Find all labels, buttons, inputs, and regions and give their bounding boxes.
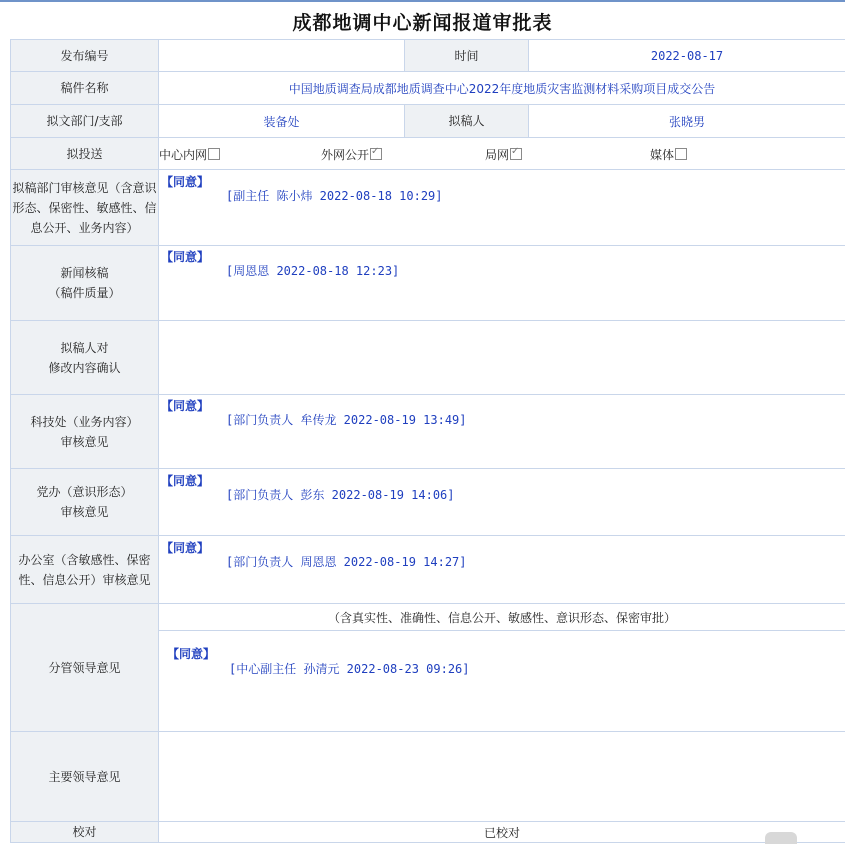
office-review-label: 办公室（含敏感性、保密性、信息公开）审核意见 <box>11 536 159 604</box>
send-option-bureau[interactable] <box>485 146 522 163</box>
send-option-public[interactable] <box>321 146 382 163</box>
row-dept-author <box>11 105 845 138</box>
dept-label: 拟文部门/支部 <box>11 105 159 138</box>
doc-name-value: 中国地质调查局成都地质调查中心2022年度地质灾害监测材料采购项目成交公告 <box>159 72 845 105</box>
leader-note: （含真实性、准确性、信息公开、敏感性、意识形态、保密审批） <box>159 604 845 631</box>
media-checkbox[interactable] <box>675 148 687 160</box>
author-value: 张晓男 <box>529 105 845 138</box>
news-review-label <box>11 246 159 321</box>
approval-form-table <box>10 39 845 843</box>
proofread-value: 已校对 <box>159 822 845 843</box>
row-proofread <box>11 822 845 843</box>
row-send-targets <box>11 138 845 170</box>
row-doc-name <box>11 72 845 105</box>
party-review-label <box>11 469 159 536</box>
author-confirm-label-line1: 拟稿人对 <box>11 338 158 358</box>
public-checkbox[interactable] <box>370 148 382 160</box>
send-option-public-label: 外网公开 <box>321 148 369 162</box>
bureau-checkbox[interactable] <box>510 148 522 160</box>
row-news-review <box>11 246 845 321</box>
tech-review-label <box>11 395 159 469</box>
issue-no-label: 发布编号 <box>11 40 159 72</box>
send-option-intranet[interactable] <box>159 146 220 163</box>
row-issue-time <box>11 40 845 72</box>
issue-no-value <box>159 40 405 72</box>
tech-review-sign: [部门负责人 牟传龙 2022-08-19 13:49] <box>226 411 467 428</box>
leader-review-cell <box>159 631 845 732</box>
news-review-label-line1: 新闻核稿 <box>11 263 158 283</box>
scroll-to-top-handle[interactable] <box>765 832 797 844</box>
main-leader-value <box>159 732 845 822</box>
party-review-label-line2: 审核意见 <box>11 502 158 522</box>
top-border <box>0 0 845 2</box>
main-leader-label: 主要领导意见 <box>11 732 159 822</box>
send-label: 拟投送 <box>11 138 159 170</box>
leader-review-label: 分管领导意见 <box>11 604 159 732</box>
office-review-tag: 【同意】 <box>161 539 209 556</box>
party-review-label-line1: 党办（意识形态） <box>11 482 158 502</box>
row-tech-review <box>11 395 845 469</box>
doc-name-label: 稿件名称 <box>11 72 159 105</box>
news-review-cell <box>159 246 845 321</box>
form-title: 成都地调中心新闻报道审批表 <box>0 8 845 35</box>
leader-review-tag: 【同意】 <box>167 645 215 662</box>
author-confirm-label <box>11 321 159 395</box>
row-author-confirm <box>11 321 845 395</box>
party-review-cell <box>159 469 845 536</box>
tech-review-label-line2: 审核意见 <box>11 432 158 452</box>
dept-value: 装备处 <box>159 105 405 138</box>
time-value: 2022-08-17 <box>529 40 845 72</box>
row-leader-note <box>11 604 845 631</box>
intranet-checkbox[interactable] <box>208 148 220 160</box>
row-dept-review <box>11 170 845 246</box>
send-option-bureau-label: 局网 <box>485 148 509 162</box>
row-office-review <box>11 536 845 604</box>
dept-review-cell <box>159 170 845 246</box>
row-main-leader <box>11 732 845 822</box>
party-review-sign: [部门负责人 彭东 2022-08-19 14:06] <box>226 486 455 503</box>
dept-review-tag: 【同意】 <box>161 173 209 190</box>
office-review-cell <box>159 536 845 604</box>
party-review-tag: 【同意】 <box>161 472 209 489</box>
news-review-tag: 【同意】 <box>161 248 209 265</box>
send-option-intranet-label: 中心内网 <box>159 148 207 162</box>
tech-review-tag: 【同意】 <box>161 397 209 414</box>
office-review-sign: [部门负责人 周恩恩 2022-08-19 14:27] <box>226 553 467 570</box>
send-options <box>159 138 845 170</box>
row-party-review <box>11 469 845 536</box>
news-review-sign: [周恩恩 2022-08-18 12:23] <box>226 262 399 279</box>
author-label: 拟稿人 <box>405 105 529 138</box>
leader-review-sign: [中心副主任 孙清元 2022-08-23 09:26] <box>229 660 470 677</box>
proofread-label: 校对 <box>11 822 159 843</box>
author-confirm-value <box>159 321 845 395</box>
dept-review-sign: [副主任 陈小炜 2022-08-18 10:29] <box>226 187 443 204</box>
dept-review-label: 拟稿部门审核意见（含意识形态、保密性、敏感性、信息公开、业务内容） <box>11 170 159 246</box>
tech-review-label-line1: 科技处（业务内容） <box>11 412 158 432</box>
tech-review-cell <box>159 395 845 469</box>
send-option-media[interactable] <box>650 146 687 163</box>
send-option-media-label: 媒体 <box>650 148 674 162</box>
author-confirm-label-line2: 修改内容确认 <box>11 358 158 378</box>
news-review-label-line2: （稿件质量） <box>11 283 158 303</box>
time-label: 时间 <box>405 40 529 72</box>
